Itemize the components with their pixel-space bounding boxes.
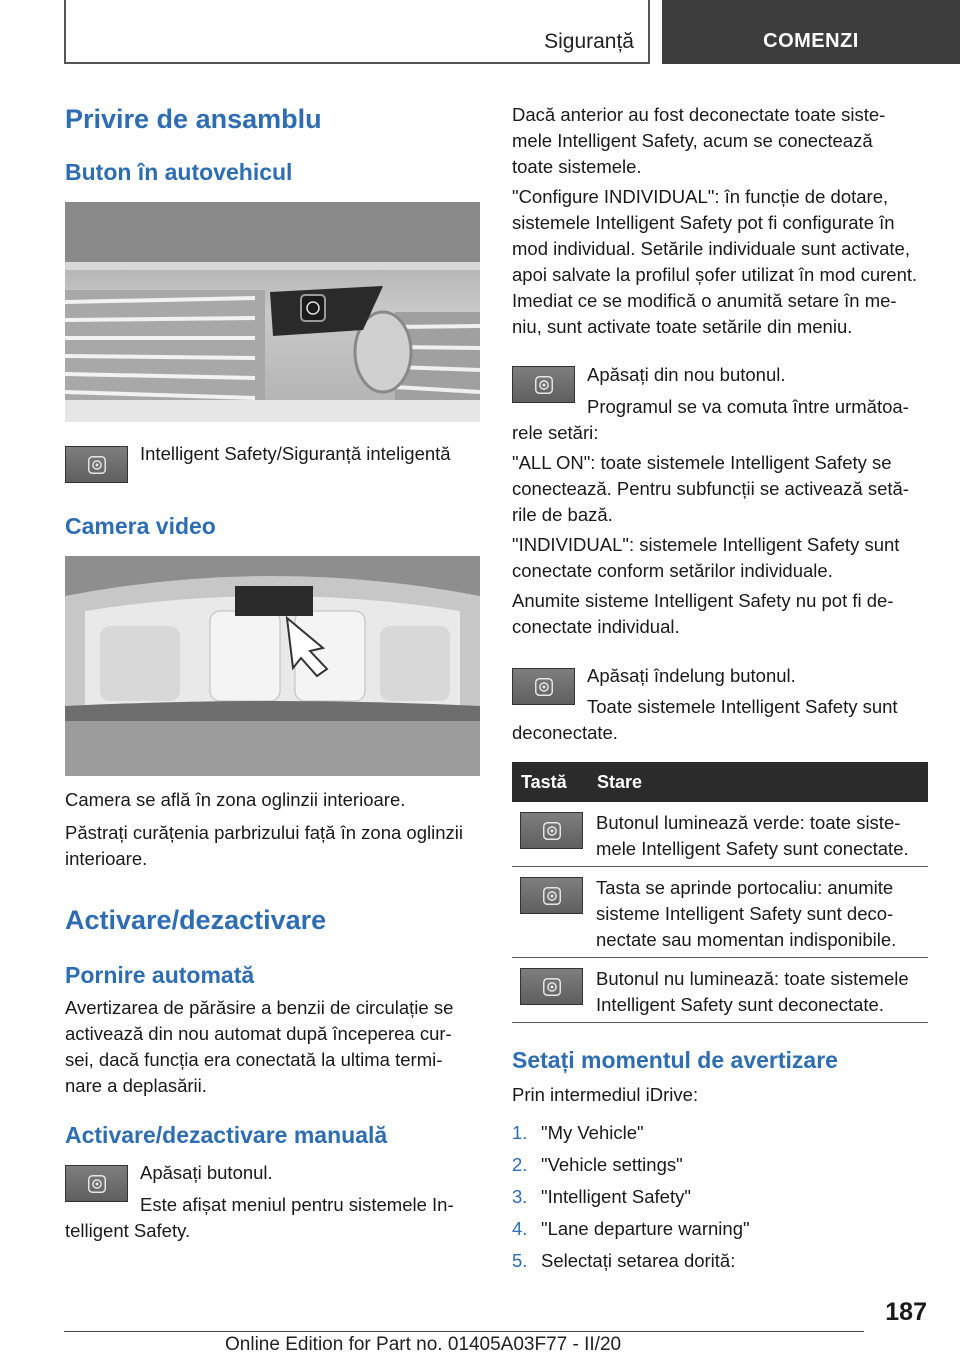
via-idrive: Prin intermediul iDrive: (512, 1084, 699, 1105)
indiv-l1: "INDIVIDUAL": sistemele Intelligent Safety sunt (512, 534, 900, 555)
camera-text-1: Camera se află în zona oglinzii interioare. (65, 789, 406, 810)
camera-text-2b: interioare. (65, 848, 148, 869)
right-p2-l1: "Configure INDIVIDUAL": în funcție de dotare, (512, 186, 889, 207)
step-number: 3. (512, 1186, 528, 1207)
manual-text-2: Este afișat meniul pentru sistemele In- (140, 1194, 454, 1215)
header-chapter-label: COMENZI (763, 30, 859, 52)
auto-text-2: activează din nou automat după începerea cur- (65, 1023, 452, 1044)
right-p2-l2: sistemele Intelligent Safety pot fi configurate în (512, 212, 895, 233)
some-l2: conectate individual. (512, 616, 680, 637)
page-number: 187 (885, 1298, 927, 1326)
long-press: Apăsați îndelung butonul. (587, 665, 796, 686)
intelligent-safety-icon (512, 668, 575, 705)
row3-line1: Butonul nu luminează: toate sistemele (596, 968, 909, 989)
allon-l2: conectează. Pentru subfuncții se activează setă- (512, 478, 909, 499)
toggle-text-1: Programul se va comuta între următoa- (587, 396, 909, 417)
right-p1-l3: toate sistemele. (512, 156, 642, 177)
table-row (512, 867, 928, 958)
table-row (512, 958, 928, 1023)
intelligent-safety-icon (520, 812, 583, 849)
row2-line1: Tasta se aprinde portocaliu: anumite (596, 877, 894, 898)
heading-button-in-vehicle: Buton în autovehicul (65, 159, 293, 185)
list-item (512, 1120, 928, 1152)
camera-text-2a: Păstrați curățenia parbrizului față în zona oglinzii (65, 822, 463, 843)
heading-camera: Camera video (65, 513, 216, 539)
footer-edition[interactable]: Online Edition for Part no. 01405A03F77 - II/20 (225, 1334, 622, 1355)
photo-camera-windshield (65, 556, 480, 776)
footer-divider (64, 1331, 864, 1332)
icon-caption: Intelligent Safety/Siguranță inteligentă (140, 443, 451, 464)
auto-text-4: nare a deplasării. (65, 1075, 207, 1096)
step-number: 4. (512, 1218, 528, 1239)
row2-line3: nectate sau momentan indisponibile. (596, 929, 897, 950)
allon-l3: rile de bază. (512, 504, 613, 525)
right-p1-l2: mele Intelligent Safety, acum se conectează (512, 130, 873, 151)
list-item (512, 1184, 928, 1216)
row1-line1: Butonul luminează verde: toate siste- (596, 812, 901, 833)
intelligent-safety-icon (520, 877, 583, 914)
steps-list (512, 1120, 928, 1280)
right-p2-l6: niu, sunt activate toate setările din meniu. (512, 316, 853, 337)
list-item (512, 1152, 928, 1184)
heading-warning-time: Setați momentul de avertizare (512, 1047, 838, 1073)
step-text: "Lane departure warning" (541, 1218, 750, 1239)
manual-text-3: telligent Safety. (65, 1220, 191, 1241)
status-table (512, 762, 928, 1023)
step-text: "My Vehicle" (541, 1122, 644, 1143)
header-section-box (64, 0, 650, 64)
right-p1-l1: Dacă anterior au fost deconectate toate siste- (512, 104, 886, 125)
heading-manual: Activare/dezactivare manuală (65, 1122, 388, 1148)
table-row (512, 802, 928, 867)
auto-text-3: sei, dacă funcția era conectată la ultima termi- (65, 1049, 443, 1070)
header-section-title: Siguranță (544, 30, 634, 53)
row1-line2: mele Intelligent Safety sunt conectate. (596, 838, 909, 859)
step-number: 2. (512, 1154, 528, 1175)
intelligent-safety-icon (65, 446, 128, 483)
table-header-key: Tastă (521, 772, 567, 792)
allon-l1: "ALL ON": toate sistemele Intelligent Safety se (512, 452, 892, 473)
step-number: 1. (512, 1122, 528, 1143)
table-row-text (596, 966, 926, 1018)
table-row-text (596, 875, 926, 953)
press-again: Apăsați din nou butonul. (587, 364, 786, 385)
list-item (512, 1216, 928, 1248)
intelligent-safety-icon (520, 968, 583, 1005)
auto-text-1: Avertizarea de părăsire a benzii de circulație se (65, 997, 454, 1018)
row2-line2: sisteme Intelligent Safety sunt deco- (596, 903, 894, 924)
table-header-state: Stare (597, 772, 643, 792)
step-number: 5. (512, 1250, 528, 1271)
table-header (512, 762, 928, 802)
heading-overview: Privire de ansamblu (65, 104, 322, 134)
list-item (512, 1248, 928, 1280)
step-text: "Vehicle settings" (541, 1154, 683, 1175)
some-l1: Anumite sisteme Intelligent Safety nu pot fi de- (512, 590, 894, 611)
right-p2-l4: apoi salvate la profilul șofer utilizat în mod curent. (512, 264, 918, 285)
step-text: Selectați setarea dorită: (541, 1250, 736, 1271)
heading-auto-start: Pornire automată (65, 962, 255, 988)
toggle-text-2: rele setări: (512, 422, 599, 443)
indiv-l2: conectate conform setărilor individuale. (512, 560, 833, 581)
right-p2-l5: Imediat ce se modifică o anumită setare în me- (512, 290, 897, 311)
long-text-2: deconectate. (512, 722, 618, 743)
manual-text-1: Apăsați butonul. (140, 1162, 273, 1183)
right-p2-l3: mod individual. Setările individuale sunt activate, (512, 238, 910, 259)
heading-activation: Activare/dezactivare (65, 905, 327, 935)
long-text-1: Toate sistemele Intelligent Safety sunt (587, 696, 898, 717)
intelligent-safety-icon (512, 366, 575, 403)
table-row-text (596, 810, 926, 862)
photo-dashboard-button (65, 202, 480, 422)
header-chapter-tab[interactable] (662, 0, 960, 64)
intelligent-safety-icon (65, 1165, 128, 1202)
row3-line2: Intelligent Safety sunt deconectate. (596, 994, 884, 1015)
step-text: "Intelligent Safety" (541, 1186, 691, 1207)
